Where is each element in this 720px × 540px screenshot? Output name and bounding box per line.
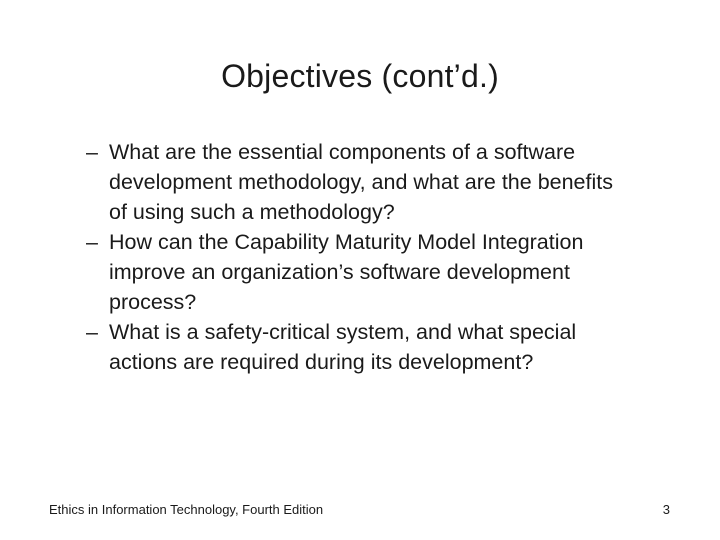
bullet-text: What are the essential components of a software development methodology, and what are the benefits of using such a methodology? [109,140,613,224]
bullet-dash: – [86,230,98,254]
bullet-item [86,137,696,227]
slide-title: Objectives (cont’d.) [221,58,499,94]
bullet-list [86,137,696,377]
bullet-item [86,317,696,377]
bullet-text: How can the Capability Maturity Model Integration improve an organization’s software development process? [109,230,584,314]
bullet-dash: – [86,140,98,164]
bullet-text: What is a safety-critical system, and what special actions are required during its development? [109,320,577,374]
bullet-dash: – [86,320,98,344]
bullet-item [86,227,696,317]
footer-page-number: 3 [662,502,670,517]
footer-book-title: Ethics in Information Technology, Fourth Edition [49,502,324,517]
